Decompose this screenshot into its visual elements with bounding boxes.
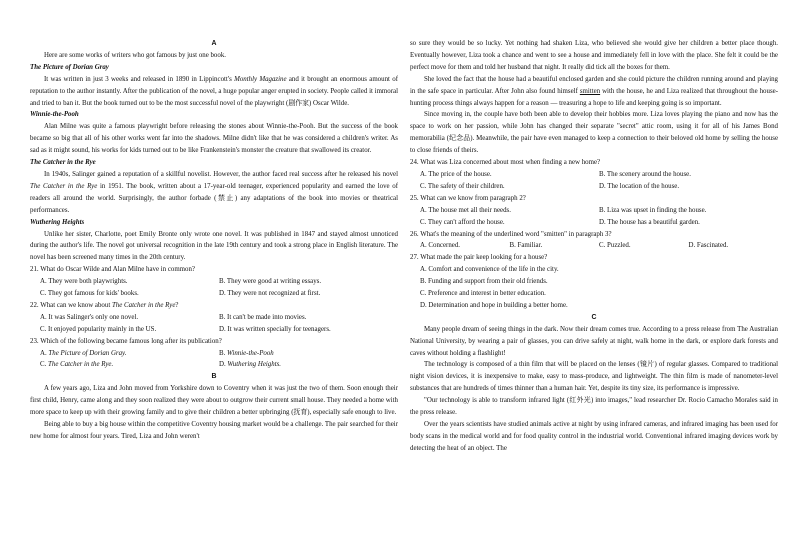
c-paragraph-1: Many people dream of seeing things in the dark. Now their dream comes true. According to a press release from The Australian National University, by wearing a pair of glasses, you can drive safely at night, walk home in the dark, or explore dark forests and caves without holding a flashlight! (410, 325, 778, 357)
q24-option-d: D. The location of the house. (599, 182, 680, 190)
q21-option-b: B. They were good at writing essays. (219, 278, 322, 286)
section-c-header: C (591, 313, 597, 321)
q24-option-a: A. The price of the house. (420, 170, 492, 178)
q23-option-b: B. Winnie-the-Pooh (219, 349, 274, 357)
q26-option-a: A. Concerned. (420, 242, 460, 250)
q24-option-c: C. The safety of their children. (420, 182, 505, 190)
q26-options (410, 240, 778, 252)
q27-option-d: D. Determination and hope in building a better home. (420, 301, 568, 309)
book4-title: Wuthering Heights (30, 218, 85, 226)
q24-option-b: B. The scenery around the house. (599, 170, 691, 178)
b-paragraph-1: A few years ago, Liza and John moved from Yorkshire down to Coventry when it was just the two of them. Soon enough their first child, Henry, came along and they soon realized they were about to outgrow their current small house. They needed a home with more space to keep up with their growing family and to give their children a better upbringing (抚育), especially safe enough to live. (30, 385, 398, 417)
q21-stem: 21. What do Oscar Wilde and Alan Milne have in common? (30, 266, 195, 274)
q25-option-d: D. The house has a beautiful garden. (599, 218, 700, 226)
q21-option-d: D. They were not recognized at first. (219, 290, 321, 298)
q25-option-c: C. They can't afford the house. (420, 218, 505, 226)
q26-stem: 26. What's the meaning of the underlined word "smitten" in paragraph 3? (410, 230, 612, 238)
exam-page (30, 38, 780, 538)
q26-option-c: C. Puzzled. (599, 242, 631, 250)
right-column (410, 38, 778, 538)
book4-text: Unlike her sister, Charlotte, poet Emily Bronte only wrote one novel. It was published in 1847 and stayed almost unnoticed during the author's life. The novel got universal recognition in the late 19th century and took a strong place in English literature. The novel has been screened many times in the 20th century. (30, 230, 398, 262)
q22-options (30, 312, 398, 336)
b-paragraph-3: She loved the fact that the house had a beautiful enclosed garden and she could picture the children running around and playing in the safe space in particular. After John also found himself smitten with the house, he and Liza realized that throughout the house-hunting process things always happen for a reason — treasuring a hope to life and keeping going is so important. (410, 75, 778, 107)
c-paragraph-2: The technology is composed of a thin film that will be placed on the lenses (镜片) of regular glasses. Compared to traditional night vision devices, it is inexpensive to make, easy to mass-produce, and lightweight. The thin film is made of nanometer-level substances that are hundreds of times thinner than a human hair. Yet, despite its tiny size, its performance is impressive. (410, 361, 778, 393)
q22-option-b: B. It can't be made into movies. (219, 313, 307, 321)
q25-stem: 25. What can we know from paragraph 2? (410, 194, 526, 202)
q21-option-a: A. They were both playwrights. (40, 278, 128, 286)
q23-option-a: A. The Picture of Dorian Gray. (40, 349, 127, 357)
book2-text: Alan Milne was quite a famous playwright before releasing the stones about Winnie-the-Pooh. But the success of the book became so big that all of his other works went far into the shadows. Milne didn't like that he was considered a children's writer. As sad as it might sound, his works for kids turned out to be like Frankenstein's monster the creature that swallowed its creator. (30, 123, 398, 155)
q26-option-b: B. Familiar. (509, 242, 543, 250)
book3-title: The Catcher in the Rye (30, 159, 96, 167)
q25-option-b: B. Liza was upset in finding the house. (599, 206, 707, 214)
c-paragraph-3: "Our technology is able to transform infrared light (红外光) into images," lead researcher Dr. Rocio Camacho Morales said in the press release. (410, 397, 778, 417)
q21-options (30, 276, 398, 300)
intro-text: Here are some works of writers who got famous by just one book. (44, 51, 226, 59)
q27-option-b: B. Funding and support from their old friends. (420, 278, 548, 286)
q24-stem: 24. What was Liza concerned about most when finding a new home? (410, 159, 601, 167)
b-paragraph-2: Being able to buy a big house within the competitive Coventry housing market would be a challenge. The pair searched for their new home for almost four years. Tired, Liza and John weren't (30, 421, 398, 440)
q27-stem: 27. What made the pair keep looking for a house? (410, 254, 548, 262)
q22-option-d: D. It was written specially for teenagers. (219, 325, 331, 333)
q27-option-c: C. Preference and interest in better education. (420, 290, 546, 298)
section-a-header: A (211, 40, 217, 47)
q26-option-d: D. Fascinated. (688, 242, 729, 250)
q22-option-c: C. It enjoyed popularity mainly in the US. (40, 325, 157, 333)
b-paragraph-2-continued: so sure they would be so lucky. Yet nothing had shaken Liza, who believed she would give her children a better place though. Eventually however, Liza took a chance and went to see a house and immediately fell in love with the place. She felt it could be the perfect move for them and told her husband that night. It really did tick all the boxes for them. (410, 40, 778, 71)
q24-options (410, 169, 778, 193)
book2-title: Winnie-the-Pooh (30, 111, 79, 119)
underlined-word-smitten: smitten (579, 87, 601, 95)
q23-stem: 23. Which of the following became famous long after its publication? (30, 337, 222, 345)
q25-option-a: A. The house met all their needs. (420, 206, 511, 214)
q21-option-c: C. They got famous for kids' books. (40, 290, 139, 298)
q25-options (410, 205, 778, 229)
q27-option-a: A. Comfort and convenience of the life in the city. (420, 266, 559, 274)
book3-text: In 1940s, Salinger gained a reputation of a skillful novelist. However, the author faced real success after he released his novel The Catcher in the Rye in 1951. The book, written about a 17-year-old teenager, experienced popularity and earned the love of readers all around the world. Surprisingly, the author forbade (禁止) any adaptations of the book into movies or theatrical performances. (30, 170, 398, 214)
c-paragraph-4: Over the years scientists have studied animals active at night by using infrared cameras, and infrared imaging has been used for body scans in the medical world and for food quality control in the industrial world. Conventional infrared imaging devices work by detecting the heat of an object. The (410, 421, 778, 452)
book1-title: The Picture of Dorian Gray (30, 63, 109, 71)
q23-option-c: C. The Catcher in the Rye. (40, 361, 114, 369)
q23-options (30, 348, 398, 372)
q22-stem: 22. What can we know about The Catcher in the Rye? (30, 301, 179, 309)
left-column (30, 38, 398, 538)
book1-text: It was written in just 3 weeks and released in 1890 in Lippincott's Monthly Magazine and it brought an enormous amount of reputation to the author instantly. After the publication of the novel, a huge popular anger erupted in society. People called it immoral and tried to ban it. But the book turned out to be the most successful novel of the playwright (剧作家) Oscar Wilde. (30, 75, 398, 107)
section-b-header: B (211, 373, 217, 381)
b-paragraph-4: Since moving in, the couple have both been able to develop their hobbies more. Liza loves playing the piano and now has the space to work on her passion, while John has changed their separate "secret" attic room, using it for all of his James Bond memorabilia (纪念品). Meanwhile, the pair have even managed to keep a connection to their beloved old home by selling the house to close friends of theirs. (410, 111, 778, 155)
q22-option-a: A. It was Salinger's only one novel. (40, 313, 139, 321)
q23-option-d: D. Wuthering Heights. (219, 361, 282, 369)
